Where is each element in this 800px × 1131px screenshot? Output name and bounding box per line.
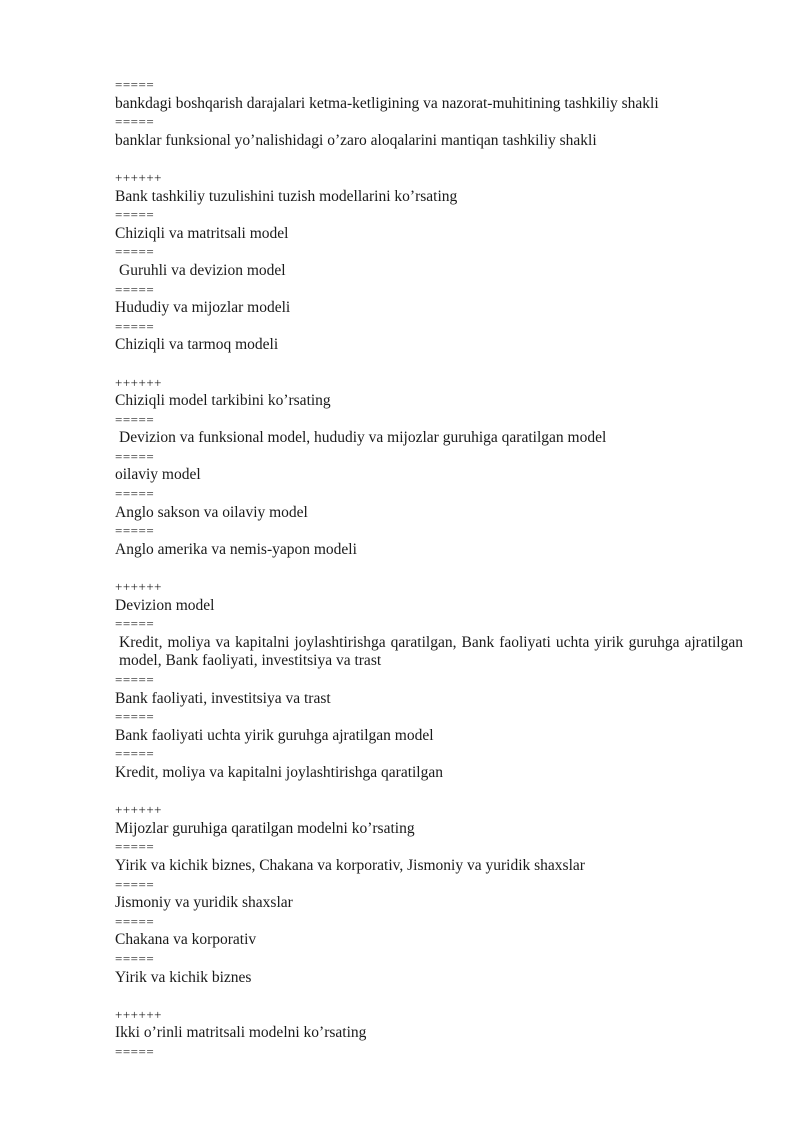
answer-option: Devizion va funksional model, hududiy va mijozlar guruhiga qaratilgan model [119, 429, 607, 447]
separator-equals: ===== [115, 318, 155, 334]
answer-option: Yirik va kichik biznes, Chakana va korporativ, Jismoniy va yuridik shaxslar [115, 856, 585, 874]
answer-option: Hududiy va mijozlar modeli [115, 299, 291, 317]
question: Devizion model [115, 596, 215, 614]
answer-option: Chiziqli va tarmoq modeli [115, 336, 279, 354]
answer-option: Guruhli va devizion model [119, 261, 286, 279]
separator-plus: ++++++ [115, 1006, 162, 1022]
answer-option: banklar funksional yo’nalishidagi o’zaro aloqalarini mantiqan tashkiliy shakli [115, 131, 597, 149]
separator-equals: ===== [115, 616, 155, 632]
question: Bank tashkiliy tuzulishini tuzish modellarini ko’rsating [115, 187, 458, 205]
separator-plus: ++++++ [115, 802, 162, 818]
separator-equals: ===== [115, 411, 155, 427]
answer-option: Chiziqli va matritsali model [115, 224, 289, 242]
separator-equals: ===== [115, 448, 155, 464]
separator-equals: ===== [115, 207, 155, 223]
answer-option: bankdagi boshqarish darajalari ketma-ketligining va nazorat-muhitining tashkiliy shakli [115, 94, 659, 112]
blank-line [115, 355, 743, 374]
question: Chiziqli model tarkibini ko’rsating [115, 392, 331, 410]
document-body [115, 76, 743, 1061]
blank-line [115, 150, 743, 169]
answer-option: Bank faoliyati uchta yirik guruhga ajratilgan model [115, 726, 434, 744]
separator-equals: ===== [115, 244, 155, 260]
separator-plus: ++++++ [115, 169, 162, 185]
answer-option: Yirik va kichik biznes [115, 968, 252, 986]
question: Mijozlar guruhiga qaratilgan modelni ko’rsating [115, 819, 415, 837]
answer-option: Jismoniy va yuridik shaxslar [115, 894, 293, 912]
separator-equals: ===== [115, 114, 155, 130]
answer-option: Chakana va korporativ [115, 931, 257, 949]
separator-equals: ===== [115, 523, 155, 539]
separator-equals: ===== [115, 486, 155, 502]
separator-equals: ===== [115, 281, 155, 297]
question: Ikki o’rinli matritsali modelni ko’rsating [115, 1024, 367, 1042]
separator-equals: ===== [115, 839, 155, 855]
separator-equals: ===== [115, 950, 155, 966]
blank-line [115, 559, 743, 578]
separator-equals: ===== [115, 672, 155, 687]
separator-equals: ===== [115, 77, 155, 92]
blank-line [115, 783, 743, 802]
answer-option: oilaviy model [115, 466, 201, 484]
answer-option: Kredit, moliya va kapitalni joylashtirishga qaratilgan [115, 763, 443, 781]
answer-option: Anglo amerika va nemis-yapon modeli [115, 540, 357, 558]
blank-line [115, 987, 743, 1006]
separator-plus: ++++++ [115, 374, 162, 390]
separator-equals: ===== [115, 913, 155, 929]
separator-equals: ===== [115, 709, 155, 725]
separator-plus: ++++++ [115, 579, 162, 595]
answer-option: Kredit, moliya va kapitalni joylashtirishga qaratilgan, Bank faoliyati uchta yirik guruhga ajratilgan model, Bank faoliyati, investitsiya va trast [119, 633, 743, 670]
separator-equals: ===== [115, 1043, 155, 1059]
separator-equals: ===== [115, 746, 155, 762]
answer-option: Anglo sakson va oilaviy model [115, 503, 308, 521]
answer-option: Bank faoliyati, investitsiya va trast [115, 689, 331, 707]
separator-equals: ===== [115, 876, 155, 892]
